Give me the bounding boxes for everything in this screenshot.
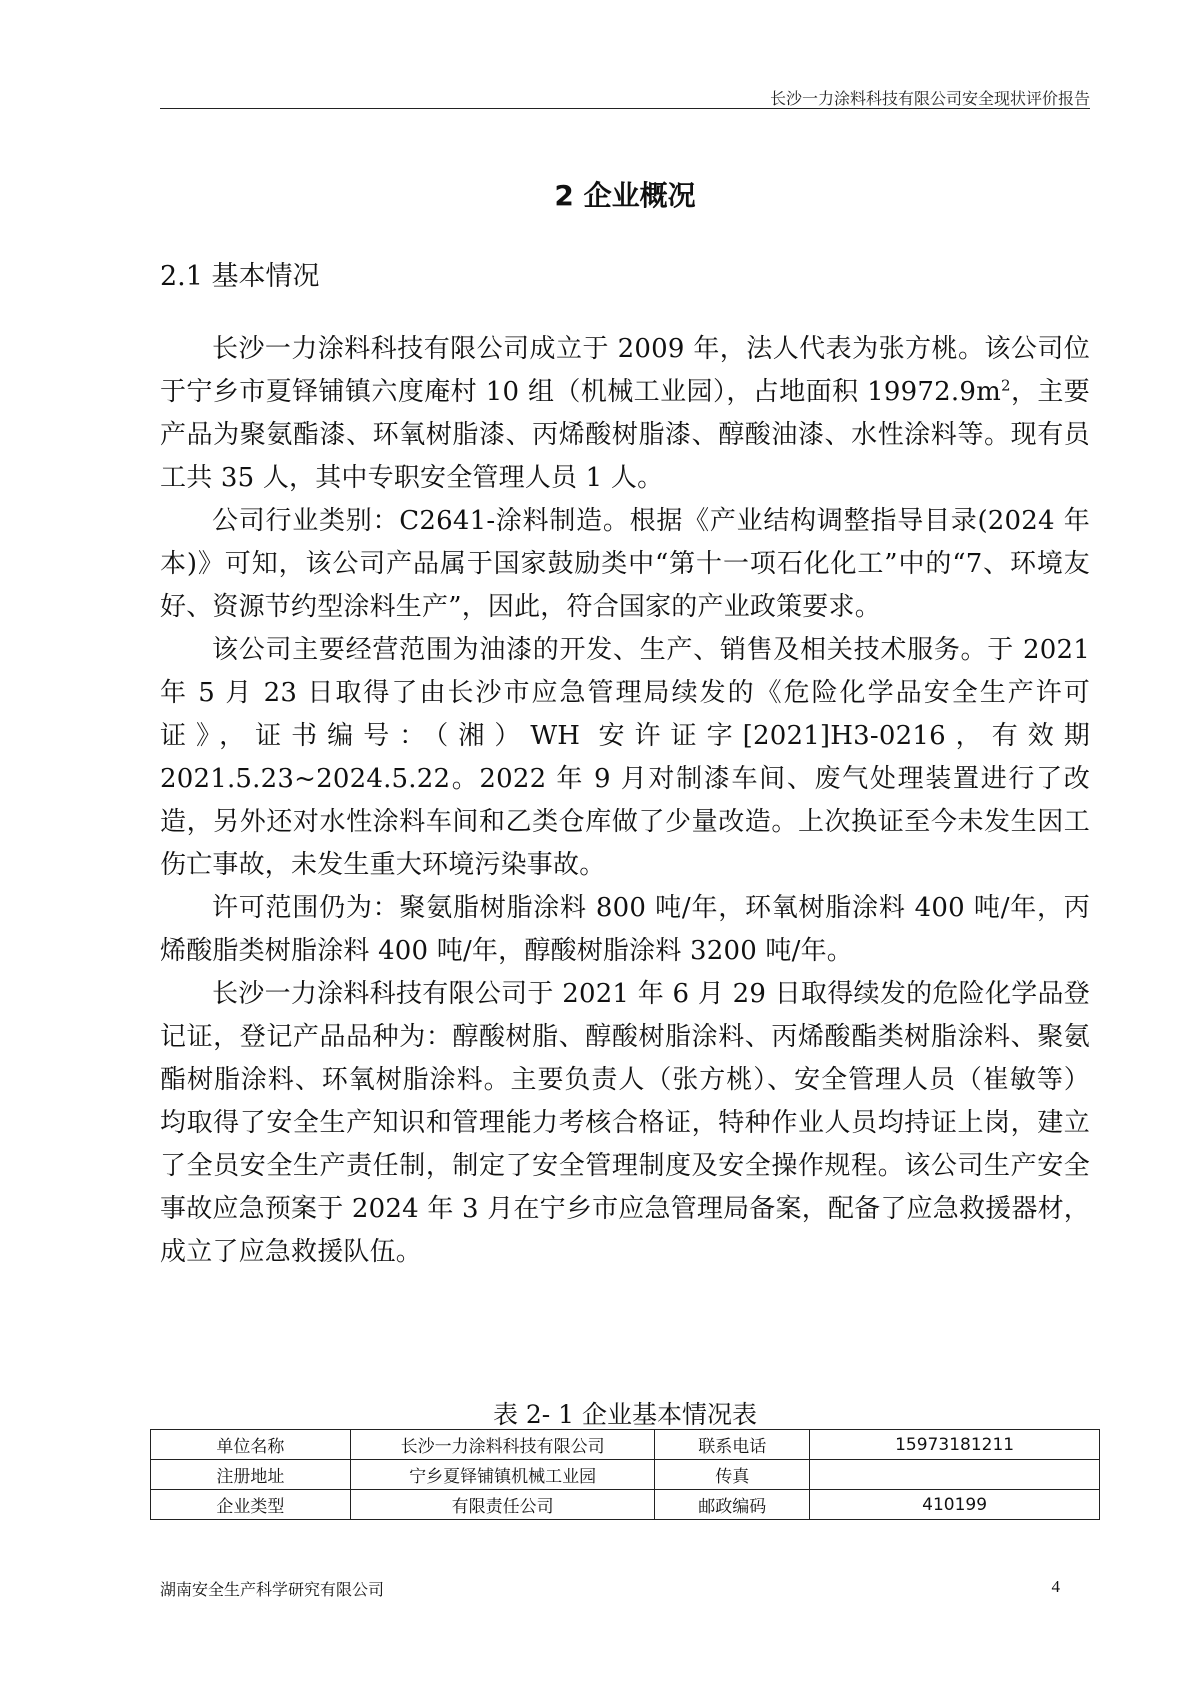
page-header: 长沙一力涂料科技有限公司安全现状评价报告: [769, 89, 1090, 108]
table-cell: 传真: [655, 1460, 810, 1490]
table-cell: 联系电话: [655, 1430, 810, 1460]
paragraph-overview-part1: 长沙一力涂料科技有限公司成立于 2009 年，法人代表为张方桃。该公司位于宁乡市夏铎铺镇六度庵村 10 组（机械工业园），占地面积 19972.9m: [160, 334, 1090, 407]
table-cell: 注册地址: [151, 1460, 351, 1490]
paragraph-registration: 长沙一力涂料科技有限公司于 2021 年 6 月 29 日取得续发的危险化学品登记证，登记产品品种为：醇酸树脂、醇酸树脂涂料、丙烯酸酯类树脂涂料、聚氨酯树脂涂料、环氧树脂涂料。主要负责人（张方桃）、安全管理人员（崔敏等）均取得了安全生产知识和管理能力考核合格证，特种作业人员均持证上岗，建立了全员安全生产责任制，制定了安全管理制度及安全操作规程。该公司生产安全事故应急预案于 2024 年 3 月在宁乡市应急管理局备案，配备了应急救援器材，成立了应急救援队伍。: [160, 979, 1090, 1267]
table-row: [151, 1430, 1100, 1460]
paragraph-overview-part2: ，主要产品为聚氨酯漆、环氧树脂漆、丙烯酸树脂漆、醇酸油漆、水性涂料等。现有员工共 35 人，其中专职安全管理人员 1 人。: [160, 377, 1090, 493]
table-cell: 宁乡夏铎铺镇机械工业园: [350, 1460, 655, 1490]
table-cell: 企业类型: [151, 1490, 351, 1520]
table-cell: 邮政编码: [655, 1490, 810, 1520]
paragraph-overview: [160, 328, 1090, 500]
paragraph-license: 该公司主要经营范围为油漆的开发、生产、销售及相关技术服务。于 2021 年 5 月 23 日取得了由长沙市应急管理局续发的《危险化学品安全生产许可证》，证书编号：（湘）WH 安许证字[2021]H3-0216，有效期 2021.5.23~2024.5.22。2022 年 9 月对制漆车间、废气处理装置进行了改造，另外还对水性涂料车间和乙类仓库做了少量改造。上次换证至今未发生因工伤亡事故，未发生重大环境污染事故。: [160, 635, 1090, 880]
company-info-table: [150, 1429, 1100, 1520]
table-cell: 长沙一力涂料科技有限公司: [350, 1430, 655, 1460]
table-row: [151, 1460, 1100, 1490]
table-cell: 有限责任公司: [350, 1490, 655, 1520]
header-rule: [160, 108, 1090, 109]
area-unit-superscript: 2: [1000, 376, 1011, 395]
chapter-title: 2 企业概况: [554, 179, 696, 212]
table-cell: 410199: [810, 1490, 1100, 1520]
section-title: 2.1 基本情况: [160, 261, 320, 292]
paragraph-scope: 许可范围仍为：聚氨脂树脂涂料 800 吨/年，环氧树脂涂料 400 吨/年，丙烯酸脂类树脂涂料 400 吨/年，醇酸树脂涂料 3200 吨/年。: [160, 893, 1090, 966]
table-cell: 15973181211: [810, 1430, 1100, 1460]
table-cell: [810, 1460, 1100, 1490]
footer-organization: 湖南安全生产科学研究有限公司: [160, 1580, 385, 1599]
table-cell: 单位名称: [151, 1430, 351, 1460]
table-row: [151, 1490, 1100, 1520]
paragraph-industry: 公司行业类别：C2641-涂料制造。根据《产业结构调整指导目录(2024 年本)》可知，该公司产品属于国家鼓励类中“第十一项石化化工”中的“7、环境友好、资源节约型涂料生产”，因此，符合国家的产业政策要求。: [160, 506, 1090, 622]
table-caption: 表 2- 1 企业基本情况表: [492, 1400, 758, 1429]
body-text: [160, 328, 1090, 1274]
page-number: 4: [1051, 1577, 1060, 1596]
